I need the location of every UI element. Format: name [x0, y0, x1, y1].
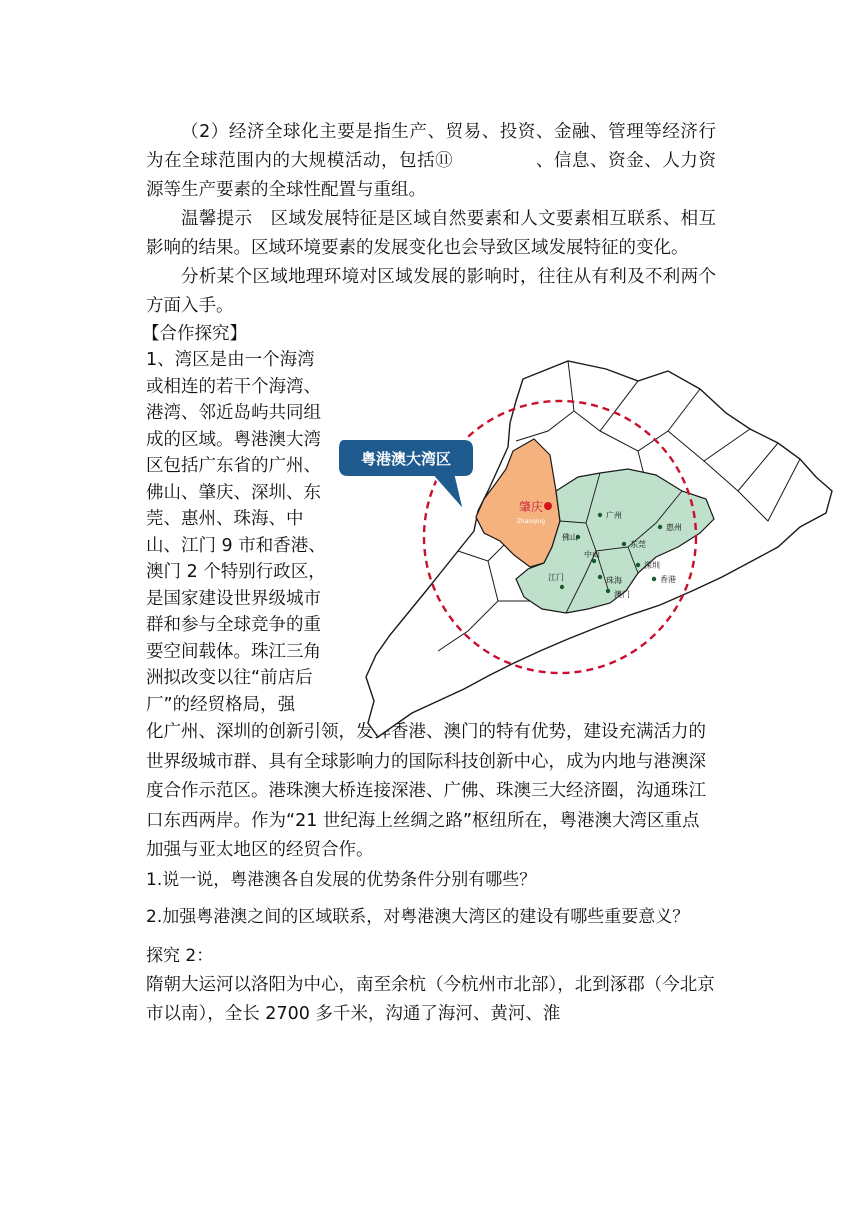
zhongshan-label: 中山	[584, 550, 600, 559]
foshan-label: 佛山	[562, 533, 578, 542]
paragraph-globalization	[146, 118, 716, 205]
huizhou-label: 惠州	[666, 523, 682, 532]
section-heading: 【合作探究】	[142, 324, 247, 344]
globalization-text-end: 、信息、资金、人力资源等生产要素的全球性配置与重组。	[146, 151, 717, 200]
zhaoqing-en-label: Zhaoqing	[516, 518, 546, 525]
tip-label: 温馨提示	[181, 209, 253, 229]
zhongshan-dot	[592, 559, 596, 563]
question-2: 2.加强粤港澳之间的区域联系，对粤港澳大湾区的建设有哪些重要意义？	[146, 906, 690, 927]
callout-label: 粤港澳大湾区	[360, 450, 452, 468]
dongguan-dot	[622, 542, 626, 546]
zhaoqing-label: 肇庆	[518, 500, 544, 514]
zhuhai-dot	[598, 575, 602, 579]
guangzhou-label: 广州	[606, 511, 622, 520]
hongkong-label: 香港	[660, 575, 676, 584]
huizhou-dot	[658, 525, 662, 529]
case-study-block	[146, 347, 716, 718]
intro-left-column: 1、湾区是由一个海湾或相连的若干个海湾、港湾、邻近岛屿共同组成的区域。粤港澳大湾区包括广东省的广州、佛山、肇庆、深圳、东莞、惠州、珠海、中山、江门 9 市和香港、澳门 2 个特别行政区，是国家建设世界级城市群和参与全球竞争的重要空间载体。珠江三角洲拟改变以往“前店后厂”的经贸格局，强	[146, 350, 326, 715]
tip-text: 区域发展特征是区域自然要素和人文要素相互联系、相互影响的结果。区域环境要素的发展变化也会导致区域发展特征的变化。	[146, 209, 717, 258]
document-page	[142, 118, 717, 1029]
jiangmen-dot	[560, 585, 564, 589]
shenzhen-dot	[636, 563, 640, 567]
hongkong-dot	[652, 577, 656, 581]
guangzhou-dot	[598, 513, 602, 517]
question-1: 1.说一说，粤港澳各自发展的优势条件分别有哪些？	[146, 869, 537, 890]
explore-2-heading: 探究 2：	[146, 945, 214, 966]
shenzhen-label: 深圳	[644, 561, 660, 570]
explore-2-text: 隋朝大运河以洛阳为中心，南至余杭（今杭州市北部），北到涿郡（今北京市以南），全长 2700 多千米，沟通了海河、黄河、淮	[146, 974, 715, 1024]
paragraph-tip	[146, 205, 716, 263]
greater-bay-area-map	[338, 351, 860, 746]
intro-continued: 化广州、深圳的创新引领，发挥香港、澳门的特有优势，建设充满活力的世界级城市群、具有全球影响力的国际科技创新中心，成为内地与港澳深度合作示范区。港珠澳大桥连接深港、广佛、珠澳三大经济圈，沟通珠江口东西两岸。作为“21 世纪海上丝绸之路”枢纽所在，粤港澳大湾区重点加强与亚太地区的经贸合作。	[146, 722, 706, 860]
globalization-text: （2）经济全球化主要是指生产、贸易、投资、金融、管理等经济行为在全球范围内的大规模活动，包括⑪	[146, 122, 716, 171]
macau-dot	[606, 589, 610, 593]
jiangmen-label: 江门	[548, 573, 564, 582]
macau-label: 澳门	[614, 590, 630, 599]
zhuhai-label: 珠海	[606, 576, 622, 585]
paragraph-analysis: 分析某个区域地理环境对区域发展的影响时，往往从有利及不利两个方面入手。	[146, 267, 716, 316]
zhaoqing-dot	[544, 502, 552, 510]
dongguan-label: 东莞	[630, 540, 646, 549]
